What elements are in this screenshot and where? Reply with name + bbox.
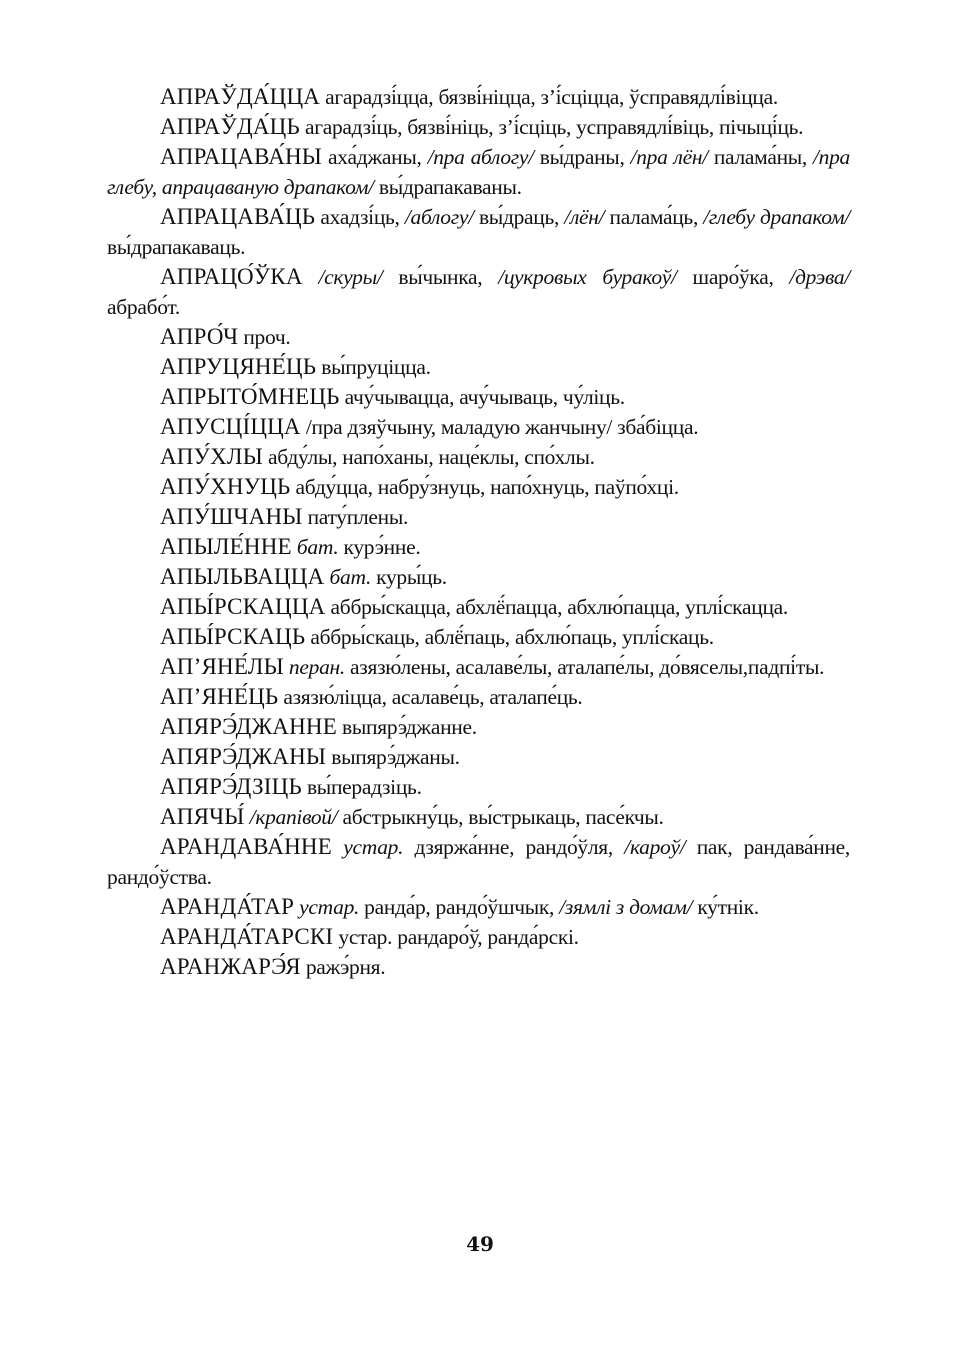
entry-headword: АПУСЦІ́ЦЦА	[160, 414, 301, 439]
dictionary-entry	[107, 592, 850, 622]
entry-synonyms: вы́перадзіць.	[301, 775, 422, 799]
dictionary-entry	[107, 322, 850, 352]
entry-headword: АПРАЎДА́ЦЦА	[160, 84, 321, 109]
entry-synonyms: выпярэ́джаны.	[326, 745, 460, 769]
entry-synonyms: пак, рандава́нне, рандо́ўства.	[107, 835, 851, 889]
entry-synonyms: абстрыкну́ць, вы́стрыкаць, пасе́кчы.	[337, 805, 664, 829]
entry-headword: АПРУЦЯНЕ́ЦЬ	[160, 354, 317, 379]
entry-headword: АПЯЧЫ́	[160, 804, 245, 829]
entry-headword: АПЫЛЕ́ННЕ	[160, 534, 292, 559]
entry-headword: АПРАЦО́ЎКА	[160, 264, 303, 289]
entry-headword: АПЯРЭ́ДЗІЦЬ	[160, 774, 302, 799]
entry-synonyms: азязю́ліцца, асалаве́ць, аталапе́ць.	[278, 685, 583, 709]
dictionary-entry	[107, 532, 850, 562]
entry-note: /цукровых буракоў/	[498, 265, 677, 289]
entry-headword: АРАНЖАРЭ́Я	[160, 954, 301, 979]
dictionary-entry	[107, 892, 850, 922]
entry-note: /глебу драпаком/	[703, 205, 851, 229]
entry-note: /кароў/	[624, 835, 686, 859]
entry-note: /пра лён/	[630, 145, 708, 169]
entry-synonyms: аббры́скаць, аблё́паць, абхлю́паць, уплі́скаць.	[305, 625, 714, 649]
entry-headword: АП’ЯНЕ́ЛЫ	[160, 654, 284, 679]
entry-headword: АП’ЯНЕ́ЦЬ	[160, 684, 279, 709]
dictionary-entry	[107, 112, 850, 142]
entry-synonyms: агарадзі́цца, бязві́ніцца, з’і́сціцца, ўсправядлі́віцца.	[320, 85, 778, 109]
dictionary-entry	[107, 682, 850, 712]
dictionary-page	[107, 82, 850, 982]
entry-note: /зямлі з домам/	[559, 895, 693, 919]
entry-synonyms	[303, 265, 319, 289]
entry-synonyms: абду́лы, напо́ханы, наце́клы, спо́хлы.	[262, 445, 595, 469]
entry-note: /пра аблогу/	[427, 145, 534, 169]
entry-headword: АПУ́ШЧАНЫ	[160, 504, 303, 529]
entry-synonyms: ахадзі́ць,	[315, 205, 405, 229]
entry-headword: АПЯРЭ́ДЖАННЕ	[160, 714, 337, 739]
entry-synonyms: вы́драпакаваць.	[107, 235, 246, 259]
dictionary-entry	[107, 952, 850, 982]
entry-note: /скуры/	[318, 265, 383, 289]
dictionary-entry	[107, 562, 850, 592]
entry-synonyms: вы́драць,	[473, 205, 565, 229]
entry-headword: АПРАЎДА́ЦЬ	[160, 114, 300, 139]
entry-note: /пра глебу, апрацаваную драпаком/	[107, 145, 850, 199]
entry-headword: АПУ́ХЛЫ	[160, 444, 263, 469]
entry-synonyms: шаро́ўка,	[676, 265, 790, 289]
dictionary-entry	[107, 412, 850, 442]
entry-headword: АПЫ́РСКАЦЬ	[160, 624, 306, 649]
entry-synonyms: ранда́р, рандо́ўшчык,	[359, 895, 560, 919]
dictionary-entry	[107, 352, 850, 382]
dictionary-entry	[107, 922, 850, 952]
entry-synonyms: устар. рандаро́ў, ранда́рскі.	[333, 925, 579, 949]
dictionary-entry	[107, 502, 850, 532]
entry-headword: АПРАЦАВА́ЦЬ	[160, 204, 316, 229]
entry-note: бат.	[329, 565, 372, 589]
dictionary-entry	[107, 442, 850, 472]
entry-headword: АПЯРЭ́ДЖАНЫ	[160, 744, 327, 769]
dictionary-entry	[107, 202, 850, 262]
entry-headword: АПРАЦАВА́НЫ	[160, 144, 323, 169]
dictionary-entry	[107, 262, 850, 322]
entry-synonyms: проч.	[238, 325, 291, 349]
page-number: 49	[466, 1232, 494, 1256]
entry-synonyms: ражэ́рня.	[300, 955, 386, 979]
entry-headword: АПЫ́РСКАЦЦА	[160, 594, 326, 619]
entry-synonyms: ку́тнік.	[692, 895, 759, 919]
entry-headword: АПРО́Ч	[160, 324, 239, 349]
entry-synonyms	[332, 835, 343, 859]
entry-synonyms: абрабо́т.	[107, 295, 180, 319]
entry-synonyms: палама́ны,	[707, 145, 813, 169]
dictionary-entry	[107, 382, 850, 412]
entry-synonyms: /пра дзяўчыну, маладую жанчыну/ зба́біцца.	[300, 415, 699, 439]
dictionary-entry	[107, 712, 850, 742]
dictionary-entry	[107, 142, 850, 202]
entry-synonyms: вы́пруціцца.	[316, 355, 431, 379]
entry-note: перан.	[288, 655, 345, 679]
entry-headword: АПУ́ХНУЦЬ	[160, 474, 291, 499]
entry-synonyms: абду́цца, набру́знуць, напо́хнуць, паўпо́хці.	[290, 475, 679, 499]
dictionary-entry	[107, 832, 850, 892]
dictionary-entry	[107, 82, 850, 112]
entry-headword: АРАНДА́ТАРСКІ	[160, 924, 334, 949]
entry-note: /крапівой/	[249, 805, 338, 829]
entry-note: /лён/	[564, 205, 605, 229]
entry-synonyms: аха́джаны,	[322, 145, 428, 169]
dictionary-entry	[107, 742, 850, 772]
entry-synonyms: выпярэ́джанне.	[336, 715, 477, 739]
entry-synonyms: азязю́лены, асалаве́лы, аталапе́лы, до́вяселы,падпі́ты.	[344, 655, 825, 679]
entry-note: /аблогу/	[404, 205, 474, 229]
dictionary-entry	[107, 472, 850, 502]
entry-synonyms: палама́ць,	[604, 205, 704, 229]
dictionary-entry	[107, 802, 850, 832]
entry-synonyms: дзяржа́нне, рандо́ўля,	[403, 835, 625, 859]
entry-note: устар.	[343, 835, 404, 859]
dictionary-entry	[107, 622, 850, 652]
entry-synonyms: куры́ць.	[371, 565, 447, 589]
entry-headword: АРАНДА́ТАР	[160, 894, 295, 919]
entry-synonyms: вы́драпакаваны.	[373, 175, 522, 199]
dictionary-entry	[107, 772, 850, 802]
entry-synonyms: ачу́чывацца, ачу́чываць, чу́ліць.	[339, 385, 625, 409]
entry-synonyms: курэ́нне.	[338, 535, 421, 559]
entry-synonyms: вы́чынка,	[382, 265, 499, 289]
dictionary-entry	[107, 652, 850, 682]
entry-headword: АПЫЛЬВАЦЦА	[160, 564, 325, 589]
entry-note: бат.	[296, 535, 339, 559]
entry-note: устар.	[299, 895, 360, 919]
entry-synonyms: аббры́скацца, абхлё́пацца, абхлю́пацца, уплі́скацца.	[325, 595, 788, 619]
entry-headword: АРАНДАВА́ННЕ	[160, 834, 332, 859]
entry-synonyms: пату́плены.	[302, 505, 409, 529]
entry-note: /дрэва/	[789, 265, 850, 289]
entry-headword: АПРЫТО́МНЕЦЬ	[160, 384, 340, 409]
entry-synonyms: агарадзі́ць, бязві́ніць, з’і́сціць, усправядлі́віць, пічыці́ць.	[299, 115, 804, 139]
entry-synonyms: вы́драны,	[533, 145, 631, 169]
